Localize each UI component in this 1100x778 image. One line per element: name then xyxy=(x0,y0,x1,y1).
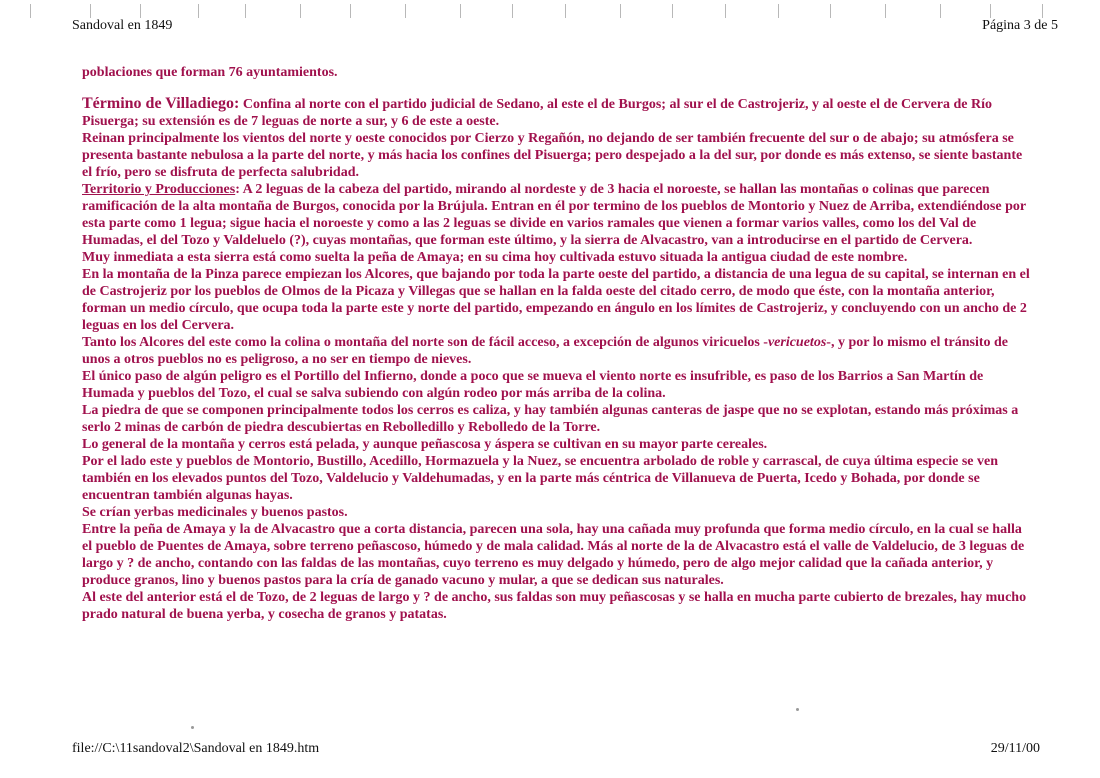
territorio-label: Territorio y Producciones xyxy=(82,182,236,197)
footer-file-path: file://C:\11sandoval2\Sandoval en 1849.htm xyxy=(72,741,320,756)
paragraph-territorio xyxy=(82,181,1032,249)
paragraph-amaya: Muy inmediata a esta sierra está como suelta la peña de Amaya; en su cima hoy cultivada estuvo situada la antigua ciudad de este nombre. xyxy=(82,250,908,265)
paragraph-piedra: La piedra de que se componen principalmente todos los cerros es caliza, y hay también algunas canteras de jaspe que no se explotan, estando más próximas a serlo 2 minas de carbón de piedra descubiertas en Rebolledillo y Rebolledo de la Torre. xyxy=(82,403,1019,435)
paragraph-vientos: Reinan principalmente los vientos del norte y oeste conocidos por Cierzo y Regañón, no dejando de ser también frecuente del sur o de abajo; su atmósfera se presenta bastante nebulosa a la parte del norte, y más hacia los confines del Pisuerga; pero despejado a la del sur, por donde es más extenso, se siente bastante el frío, pero se disfruta de perfecta salubridad. xyxy=(82,131,1023,180)
page-number: Página 3 de 5 xyxy=(982,18,1058,33)
intro-line: poblaciones que forman 76 ayuntamientos. xyxy=(82,65,338,80)
document-body xyxy=(82,64,1032,623)
paragraph-text: -, y por lo mismo el tránsito de unos a otros pueblos no es peligroso, a no ser en tiempo de nieves. xyxy=(82,335,1009,367)
section-title: Término de Villadiego: xyxy=(82,95,240,112)
scan-speck xyxy=(191,726,194,729)
paragraph-text: Tanto los Alcores del este como la colina o montaña del norte son de fácil acceso, a excepción de algunos viricuelos - xyxy=(82,335,768,350)
italic-term: vericuetos xyxy=(767,335,827,350)
paragraph-canada: Entre la peña de Amaya y la de Alvacastro que a corta distancia, parecen una sola, hay una cañada muy profunda que forma medio círculo, en la cual se halla el pueblo de Puentes de Amaya, sobre terreno peñascoso, húmedo y de mala calidad. Más al norte de la de Alvacastro está el valle de Valdelucio, de 3 leguas de largo y ? de ancho, contando con las faldas de las montañas, cuyo terreno es muy delgado y húmedo, pero de algo mejor calidad que la cañada anterior, y produce granos, lino y buenos pastos para la cría de ganado vacuno y mular, a que se dedican sus naturales. xyxy=(82,522,1025,588)
paragraph-text: Confina al norte con el partido judicial de Sedano, al este el de Burgos; al sur el de Castrojeriz, y al oeste el de Cervera de Río Pisuerga; su extensión es de 7 leguas de norte a sur, y 6 de este a oeste. xyxy=(82,97,992,129)
paragraph-yerbas: Se crían yerbas medicinales y buenos pastos. xyxy=(82,505,348,520)
paragraph-general: Lo general de la montaña y cerros está pelada, y aunque peñascosa y áspera se cultivan en su mayor parte cereales. xyxy=(82,437,768,452)
scan-edge-ticks xyxy=(30,4,1090,22)
header-title: Sandoval en 1849 xyxy=(72,18,173,33)
paragraph-tozo: Al este del anterior está el de Tozo, de 2 leguas de largo y ? de ancho, sus faldas son muy peñascosas y se halla en mucha parte cubierto de brezales, hay mucho prado natural de buena yerba, y cosecha de granos y patatas. xyxy=(82,590,1027,622)
paragraph-acceso xyxy=(82,334,1032,368)
scan-speck xyxy=(796,708,799,711)
paragraph-alcores: En la montaña de la Pinza parece empiezan los Alcores, que bajando por toda la parte oeste del partido, a distancia de una legua de su capital, se internan en el de Castrojeriz por los pueblos de Olmos de la Picaza y Villegas que se hallan en la falda oeste del citado cerro, de modo que éste, con la montaña anterior, forman un medio círculo, que ocupa toda la parte este y norte del partido, empezando en ángulo en los límites de Castrojeriz, y concluyendo con un ancho de 2 leguas en los del Cervera. xyxy=(82,267,1030,333)
footer-date: 29/11/00 xyxy=(990,741,1040,756)
paragraph-portillo: El único paso de algún peligro es el Portillo del Infierno, donde a poco que se mueva el viento norte es insufrible, es paso de los Barrios a San Martín de Humada y pueblos del Tozo, el cual se salva subiendo con algún rodeo por más arriba de la colina. xyxy=(82,369,984,401)
paragraph-text: : A 2 leguas de la cabeza del partido, mirando al nordeste y de 3 hacia el noroeste, se hallan las montañas o colinas que parecen ramificación de la alta montaña de Burgos, conocida por la Brújula. Entran en él por termino de los pueblos de Montorio y Nuez de Arriba, extendiéndose por esta parte como 1 legua; sigue hacia el noroeste y como a las 2 leguas se divide en varios ramales que vienen a formar varios valles, como los del Val de Humadas, el del Tozo y Valdeluelo (?), cuyas montañas, que forman este último, y la sierra de Alvacastro, van a introducirse en el partido de Cervera. xyxy=(82,182,1026,248)
paragraph-termino xyxy=(82,95,1032,130)
paragraph-arbolado: Por el lado este y pueblos de Montorio, Bustillo, Acedillo, Hormazuela y la Nuez, se encuentra arbolado de roble y carrascal, de cuya última especie se ven también en los elevados puntos del Tozo, Valdelucio y Valdehumadas, y en la parte más céntrica de Villanueva de Puerta, Icedo y Bohada, por donde se encuentran también algunas hayas. xyxy=(82,454,999,503)
